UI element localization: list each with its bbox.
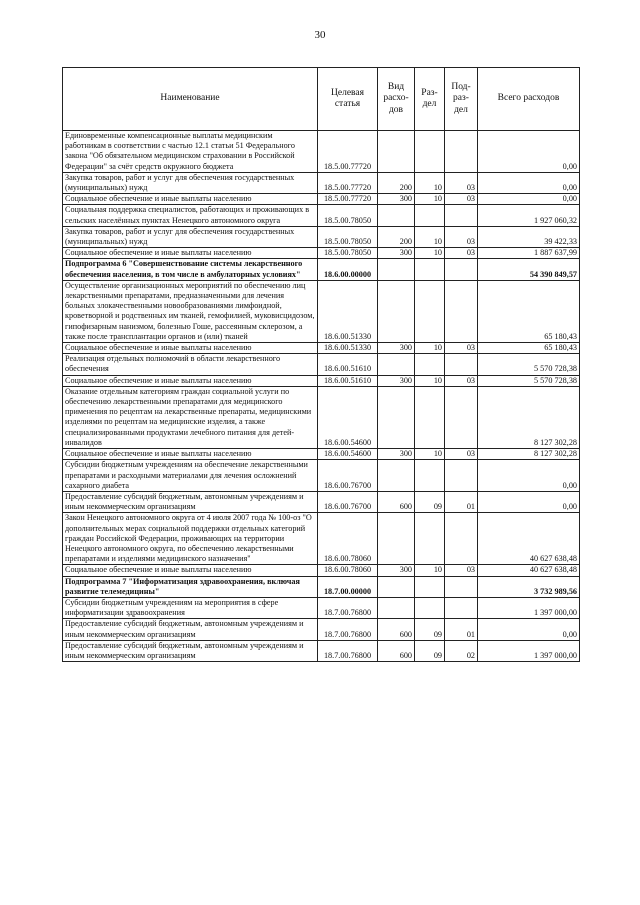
row-total-cell: 0,00 [478,619,580,640]
row-name-cell: Социальное обеспечение и иные выплаты населению [63,194,318,205]
table-row [63,513,580,565]
row-article-cell: 18.7.00.00000 [318,576,378,597]
row-razdel-cell: 10 [415,449,445,460]
row-name-cell: Субсидии бюджетным учреждениям на мероприятия в сфере информатизации здравоохранения [63,597,318,618]
row-name-cell: Единовременные компенсационные выплаты медицинским работникам в соответствии с частью 12.1 статьи 51 Федерального закона "Об обязательном медицинском страховании в Российской Федерации" за счёт средств окружного бюджета [63,131,318,173]
row-name-cell: Предоставление субсидий бюджетным, автономным учреждениям и иным некоммерческим организациям [63,640,318,661]
row-article-cell: 18.7.00.76800 [318,619,378,640]
row-podrazdel-cell [445,280,478,342]
table-row [63,597,580,618]
row-total-cell: 0,00 [478,491,580,512]
row-article-cell: 18.6.00.76700 [318,491,378,512]
row-razdel-cell [415,460,445,492]
table-row [63,248,580,259]
table-row [63,386,580,448]
row-podrazdel-cell [445,597,478,618]
row-podrazdel-cell: 03 [445,343,478,354]
table-row [63,226,580,247]
table-row [63,354,580,375]
table-row [63,194,580,205]
table-body [63,131,580,662]
row-name-cell: Социальное обеспечение и иные выплаты населению [63,565,318,576]
row-razdel-cell: 09 [415,619,445,640]
row-total-cell: 1 887 637,99 [478,248,580,259]
header-total: Всего расходов [478,68,580,131]
row-vid-cell: 300 [378,565,415,576]
table-row [63,280,580,342]
row-total-cell: 3 732 989,56 [478,576,580,597]
row-razdel-cell [415,513,445,565]
row-podrazdel-cell [445,205,478,226]
row-name-cell: Социальное обеспечение и иные выплаты населению [63,449,318,460]
row-total-cell: 0,00 [478,194,580,205]
row-article-cell: 18.5.00.77720 [318,194,378,205]
row-podrazdel-cell: 01 [445,619,478,640]
row-razdel-cell: 09 [415,640,445,661]
row-razdel-cell [415,259,445,280]
subprogram-row [63,259,580,280]
row-razdel-cell: 09 [415,491,445,512]
row-vid-cell [378,205,415,226]
row-article-cell: 18.6.00.00000 [318,259,378,280]
row-total-cell: 8 127 302,28 [478,386,580,448]
row-article-cell: 18.5.00.78050 [318,248,378,259]
row-vid-cell: 300 [378,248,415,259]
row-podrazdel-cell [445,576,478,597]
row-razdel-cell [415,205,445,226]
row-vid-cell: 300 [378,343,415,354]
row-vid-cell [378,386,415,448]
row-razdel-cell [415,386,445,448]
row-vid-cell: 600 [378,619,415,640]
row-razdel-cell [415,131,445,173]
row-name-cell: Предоставление субсидий бюджетным, автономным учреждениям и иным некоммерческим организациям [63,491,318,512]
table-header [63,68,580,131]
row-razdel-cell: 10 [415,343,445,354]
row-vid-cell: 300 [378,449,415,460]
row-podrazdel-cell: 03 [445,449,478,460]
row-name-cell: Закупка товаров, работ и услуг для обеспечения государственных (муниципальных) нужд [63,172,318,193]
row-name-cell: Предоставление субсидий бюджетным, автономным учреждениям и иным некоммерческим организациям [63,619,318,640]
row-article-cell: 18.7.00.76800 [318,640,378,661]
row-razdel-cell: 10 [415,248,445,259]
row-vid-cell [378,460,415,492]
row-name-cell: Социальное обеспечение и иные выплаты населению [63,375,318,386]
row-name-cell: Подпрограмма 6 "Совершенствование системы лекарственного обеспечения населения, в том числе в амбулаторных условиях" [63,259,318,280]
row-total-cell: 5 570 728,38 [478,354,580,375]
row-razdel-cell: 10 [415,226,445,247]
row-total-cell: 0,00 [478,131,580,173]
row-razdel-cell [415,354,445,375]
row-vid-cell [378,259,415,280]
row-name-cell: Закон Ненецкого автономного округа от 4 июля 2007 года № 100-оз "О дополнительных мерах социальной поддержки отдельных категорий граждан Российской Федерации, проживающих на территории Ненецкого автономного округа, по обеспечению лекарственными препаратами и изделиями медицинского назначения" [63,513,318,565]
row-total-cell: 40 627 638,48 [478,513,580,565]
row-razdel-cell: 10 [415,172,445,193]
row-razdel-cell [415,576,445,597]
row-article-cell: 18.5.00.78050 [318,205,378,226]
row-razdel-cell: 10 [415,194,445,205]
row-podrazdel-cell [445,386,478,448]
row-podrazdel-cell: 03 [445,375,478,386]
table-row [63,172,580,193]
row-razdel-cell [415,597,445,618]
row-podrazdel-cell: 03 [445,565,478,576]
row-article-cell: 18.6.00.76700 [318,460,378,492]
row-article-cell: 18.5.00.78050 [318,226,378,247]
row-razdel-cell: 10 [415,565,445,576]
row-vid-cell [378,131,415,173]
row-podrazdel-cell: 03 [445,248,478,259]
row-vid-cell: 200 [378,172,415,193]
row-razdel-cell: 10 [415,375,445,386]
table-row [63,343,580,354]
row-article-cell: 18.6.00.54600 [318,449,378,460]
row-article-cell: 18.6.00.51610 [318,375,378,386]
header-vid: Вид расхо-дов [378,68,415,131]
row-vid-cell: 300 [378,194,415,205]
row-podrazdel-cell: 03 [445,194,478,205]
row-name-cell: Осуществление организационных мероприятий по обеспечению лиц лекарственными препаратами, предназначенными для лечения больных злокачественными новообразованиями лимфоидной, кроветворной и родственных им тканей, гемофилией, муковисцидозом, гипофизарным нанизмом, болезнью Гоше, рассеянным склерозом, а также после трансплантации органов и (или) тканей [63,280,318,342]
row-article-cell: 18.6.00.78060 [318,513,378,565]
row-vid-cell [378,597,415,618]
row-total-cell: 54 390 849,57 [478,259,580,280]
row-total-cell: 1 397 000,00 [478,640,580,661]
row-podrazdel-cell: 03 [445,226,478,247]
row-vid-cell [378,513,415,565]
table-row [63,491,580,512]
row-total-cell: 1 927 060,32 [478,205,580,226]
row-vid-cell [378,354,415,375]
row-vid-cell: 200 [378,226,415,247]
table-row [63,640,580,661]
table-row [63,565,580,576]
row-total-cell: 0,00 [478,172,580,193]
row-vid-cell: 600 [378,491,415,512]
row-total-cell: 8 127 302,28 [478,449,580,460]
row-podrazdel-cell [445,259,478,280]
row-podrazdel-cell: 02 [445,640,478,661]
header-article: Целевая статья [318,68,378,131]
row-article-cell: 18.6.00.51330 [318,343,378,354]
row-podrazdel-cell [445,131,478,173]
row-total-cell: 65 180,43 [478,343,580,354]
table-row [63,619,580,640]
row-vid-cell: 600 [378,640,415,661]
table-row [63,449,580,460]
row-article-cell: 18.6.00.78060 [318,565,378,576]
row-podrazdel-cell: 01 [445,491,478,512]
row-total-cell: 39 422,33 [478,226,580,247]
row-podrazdel-cell [445,513,478,565]
row-name-cell: Закупка товаров, работ и услуг для обеспечения государственных (муниципальных) нужд [63,226,318,247]
row-vid-cell: 300 [378,375,415,386]
subprogram-row [63,576,580,597]
header-podrazdel: Под-раз-дел [445,68,478,131]
row-name-cell: Подпрограмма 7 "Информатизация здравоохранения, включая развитие телемедицины" [63,576,318,597]
row-article-cell: 18.6.00.51330 [318,280,378,342]
row-name-cell: Социальное обеспечение и иные выплаты населению [63,343,318,354]
page-number: 30 [314,29,326,41]
table-row [63,460,580,492]
row-name-cell: Социальное обеспечение и иные выплаты населению [63,248,318,259]
row-vid-cell [378,576,415,597]
row-podrazdel-cell [445,460,478,492]
table-row [63,375,580,386]
row-article-cell: 18.7.00.76800 [318,597,378,618]
row-vid-cell [378,280,415,342]
row-total-cell: 5 570 728,38 [478,375,580,386]
header-razdel: Раз-дел [415,68,445,131]
row-name-cell: Социальная поддержка специалистов, работающих и проживающих в сельских населённых пунктах Ненецкого автономного округа [63,205,318,226]
row-total-cell: 1 397 000,00 [478,597,580,618]
row-total-cell: 65 180,43 [478,280,580,342]
row-article-cell: 18.6.00.54600 [318,386,378,448]
row-article-cell: 18.5.00.77720 [318,172,378,193]
row-total-cell: 40 627 638,48 [478,565,580,576]
row-razdel-cell [415,280,445,342]
row-name-cell: Субсидии бюджетным учреждениям на обеспечение лекарственными препаратами и расходными материалами для лечения осложнений сахарного диабета [63,460,318,492]
table-row [63,205,580,226]
table-row [63,131,580,173]
row-podrazdel-cell [445,354,478,375]
row-article-cell: 18.5.00.77720 [318,131,378,173]
row-name-cell: Реализация отдельных полномочий в области лекарственного обеспечения [63,354,318,375]
budget-table [62,67,580,662]
row-article-cell: 18.6.00.51610 [318,354,378,375]
row-name-cell: Оказание отдельным категориям граждан социальной услуги по обеспечению лекарственными препаратами для медицинского применения по рецептам на лекарственные препараты, медицинскими изделиями по рецептам на медицинские изделия, а также специализированными продуктами лечебного питания для детей-инвалидов [63,386,318,448]
row-total-cell: 0,00 [478,460,580,492]
row-podrazdel-cell: 03 [445,172,478,193]
header-name: Наименование [63,68,318,131]
